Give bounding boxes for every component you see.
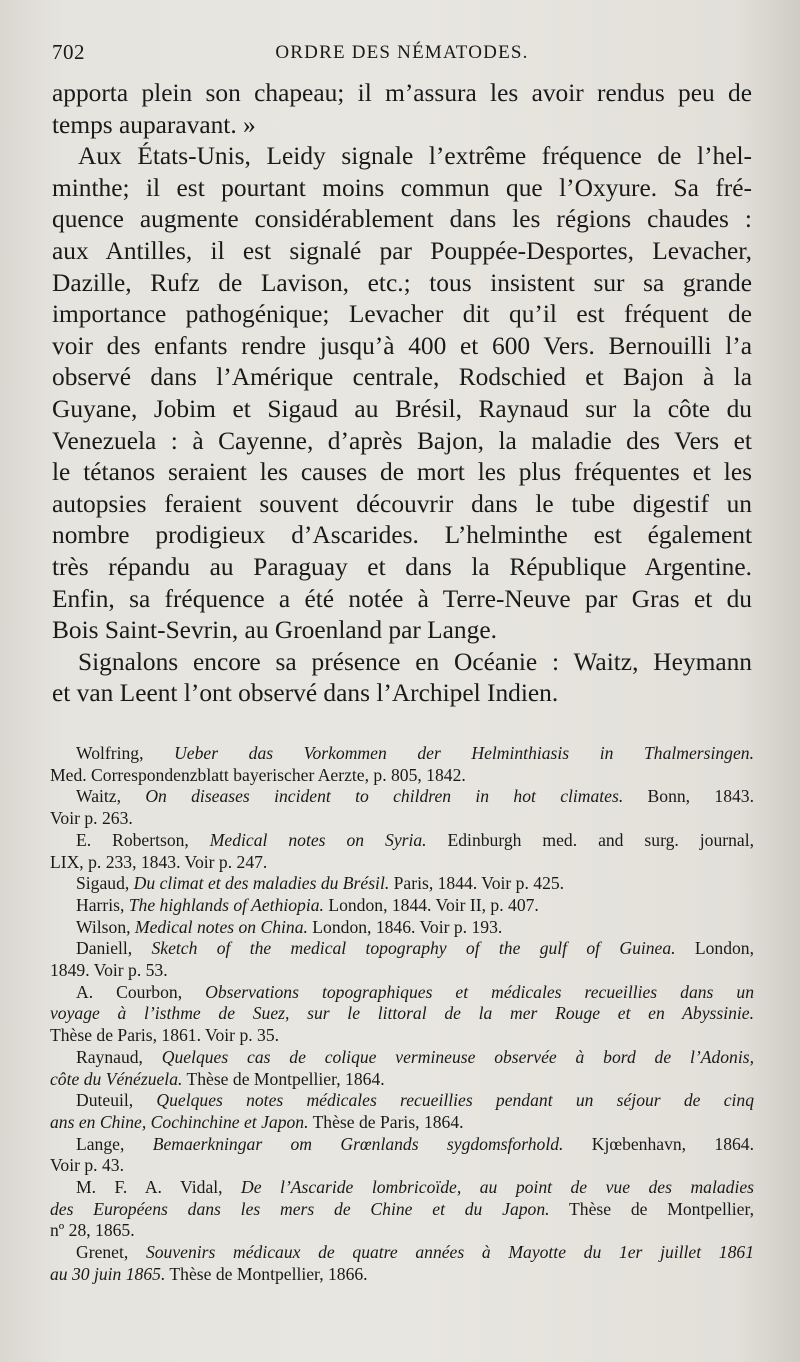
reference-text: Waitz, xyxy=(76,786,146,807)
body-line: importance pathogénique; Levacher dit qu’il est fréquent de xyxy=(52,300,752,329)
reference-title: Medical notes on Syria. xyxy=(209,829,427,850)
reference-line xyxy=(50,1112,754,1134)
reference-entry xyxy=(50,982,754,1047)
reference-text: Thèse de Paris, 1861. Voir p. 35. xyxy=(50,1025,280,1046)
body-line: Guyane, Jobim et Sigaud au Brésil, Raynaud sur la côte du xyxy=(52,394,752,423)
reference-line xyxy=(50,1069,754,1091)
reference-title: au 30 juin 1865. xyxy=(50,1263,166,1284)
reference-text: Harris, xyxy=(76,894,129,915)
body-line: Enfin, sa fréquence a été notée à Terre-Neuve par Gras et du xyxy=(52,584,752,613)
reference-title: De l’Ascaride lombricoïde, au point de vue des maladies xyxy=(241,1177,754,1198)
reference-text: Daniell, xyxy=(76,938,152,959)
reference-text: London, 1846. Voir p. 193. xyxy=(307,916,503,937)
running-title: ORDRE DES NÉMATODES. xyxy=(275,42,529,63)
reference-line xyxy=(50,1177,754,1199)
reference-line xyxy=(50,1155,754,1177)
reference-title: ans en Chine, Cochinchine et Japon. xyxy=(50,1111,309,1132)
reference-title: Bemaerkningar om Grœnlands sygdomsforhold. xyxy=(152,1133,564,1154)
bibliography xyxy=(50,743,754,1286)
reference-text: London, 1844. Voir II, p. 407. xyxy=(323,894,539,915)
reference-entry xyxy=(50,1242,754,1285)
body-text xyxy=(52,78,752,710)
reference-line xyxy=(50,917,754,939)
reference-line xyxy=(50,808,754,830)
reference-text: 1849. Voir p. 53. xyxy=(50,960,168,981)
reference-text: Voir p. 43. xyxy=(50,1155,124,1176)
reference-title: Ueber das Vorkommen der Helminthiasis in Thalmersingen. xyxy=(174,743,754,763)
reference-line xyxy=(50,1090,754,1112)
reference-text: Bonn, 1843. xyxy=(623,786,754,807)
reference-text: Paris, 1844. Voir p. 425. xyxy=(389,873,565,894)
reference-text: Edinburgh med. and surg. journal, xyxy=(426,829,754,850)
reference-line xyxy=(50,852,754,874)
reference-line xyxy=(50,873,754,895)
reference-line xyxy=(50,1003,754,1025)
reference-text: nº 28, 1865. xyxy=(50,1220,135,1241)
reference-entry xyxy=(50,1134,754,1177)
reference-title: Quelques cas de colique vermineuse observée à bord de l’Adonis, xyxy=(161,1046,754,1067)
reference-text: LIX, p. 233, 1843. Voir p. 247. xyxy=(50,851,268,872)
reference-text: M. F. A. Vidal, xyxy=(76,1177,242,1198)
reference-text: Wolfring, xyxy=(76,743,175,763)
reference-title: The highlands of Aethiopia. xyxy=(128,894,324,915)
reference-text: Voir p. 263. xyxy=(50,808,133,829)
body-line: Aux États-Unis, Leidy signale l’extrême fréquence de l’hel- xyxy=(78,142,752,171)
body-line: minthe; il est pourtant moins commun que l’Oxyure. Sa fré- xyxy=(52,173,752,202)
reference-line xyxy=(50,1047,754,1069)
reference-entry xyxy=(50,873,754,895)
reference-entry xyxy=(50,917,754,939)
reference-title: Medical notes on China. xyxy=(134,916,308,937)
reference-entry xyxy=(50,830,754,873)
reference-text: Wilson, xyxy=(76,916,135,937)
body-line: voir des enfants rendre jusqu’à 400 et 600 Vers. Bernouilli l’a xyxy=(52,331,752,360)
reference-text: Grenet, xyxy=(76,1242,146,1263)
reference-title: Sketch of the medical topography of the gulf of Guinea. xyxy=(151,938,676,959)
reference-title: côte du Vénézuela. xyxy=(50,1068,183,1089)
reference-line xyxy=(50,1264,754,1286)
reference-line xyxy=(50,1199,754,1221)
page-header xyxy=(52,40,752,74)
reference-line xyxy=(50,1242,754,1264)
reference-entry xyxy=(50,743,754,786)
reference-title: On diseases incident to children in hot climates. xyxy=(145,786,624,807)
body-line: nombre prodigieux d’Ascarides. L’helminthe est également xyxy=(52,521,752,550)
reference-text: Med. Correspondenzblatt bayerischer Aerzte, p. 805, 1842. xyxy=(50,764,466,785)
reference-line xyxy=(50,938,754,960)
reference-entry xyxy=(50,1177,754,1242)
body-line: Signalons encore sa présence en Océanie : Waitz, Heymann xyxy=(78,647,752,676)
body-line: le tétanos seraient les causes de mort les plus fréquentes et les xyxy=(52,458,752,487)
reference-line xyxy=(50,1134,754,1156)
reference-entry xyxy=(50,1090,754,1133)
reference-title: Observations topographiques et médicales recueillies dans un xyxy=(205,981,754,1002)
body-line: Bois Saint-Sevrin, au Groenland par Lange. xyxy=(52,616,497,645)
page-number: 702 xyxy=(52,40,85,64)
reference-line xyxy=(50,960,754,982)
body-line: observé dans l’Amérique centrale, Rodschied et Bajon à la xyxy=(52,363,752,392)
reference-title: voyage à l’isthme de Suez, sur le littoral de la mer Rouge et en Abyssinie. xyxy=(50,1003,754,1024)
reference-line xyxy=(50,765,754,787)
body-line: et van Leent l’ont observé dans l’Archipel Indien. xyxy=(52,679,559,708)
reference-title: Quelques notes médicales recueillies pendant un séjour de cinq xyxy=(156,1090,754,1111)
body-line: temps auparavant. » xyxy=(52,110,256,139)
body-line: très répandu au Paraguay et dans la République Argentine. xyxy=(52,552,752,581)
reference-text: Raynaud, xyxy=(76,1046,162,1067)
reference-entry xyxy=(50,938,754,981)
reference-entry xyxy=(50,1047,754,1090)
body-line: apporta plein son chapeau; il m’assura les avoir rendus peu de xyxy=(52,79,752,107)
reference-line xyxy=(50,743,754,765)
reference-text: Sigaud, xyxy=(76,873,134,894)
body-line: Dazille, Rufz de Lavison, etc.; tous insistent sur sa grande xyxy=(52,268,752,297)
reference-entry xyxy=(50,786,754,829)
body-line: quence augmente considérablement dans les régions chaudes : xyxy=(52,205,752,234)
reference-text: A. Courbon, xyxy=(76,981,206,1002)
reference-line xyxy=(50,895,754,917)
reference-title: Du climat et des maladies du Brésil. xyxy=(133,873,390,894)
reference-text: Lange, xyxy=(76,1133,153,1154)
body-line: autopsies feraient souvent découvrir dans le tube digestif un xyxy=(52,489,752,518)
reference-text: Kjœbenhavn, 1864. xyxy=(563,1133,755,1154)
reference-line xyxy=(50,786,754,808)
reference-text: Thèse de Montpellier, xyxy=(549,1198,754,1219)
reference-line xyxy=(50,982,754,1004)
reference-line xyxy=(50,1025,754,1047)
body-line: aux Antilles, il est signalé par Pouppée-Desportes, Levacher, xyxy=(52,236,752,265)
reference-text: Thèse de Montpellier, 1864. xyxy=(182,1068,385,1089)
reference-text: Thèse de Paris, 1864. xyxy=(308,1111,464,1132)
body-line: Venezuela : à Cayenne, d’après Bajon, la maladie des Vers et xyxy=(52,426,752,455)
reference-text: London, xyxy=(675,938,754,959)
reference-text: Thèse de Montpellier, 1866. xyxy=(165,1263,368,1284)
reference-title: des Européens dans les mers de Chine et du Japon. xyxy=(50,1198,550,1219)
reference-entry xyxy=(50,895,754,917)
reference-line xyxy=(50,1220,754,1242)
reference-title: Souvenirs médicaux de quatre années à Mayotte du 1er juillet 1861 xyxy=(145,1242,754,1263)
reference-text: Duteuil, xyxy=(76,1090,157,1111)
reference-line xyxy=(50,830,754,852)
reference-text: E. Robertson, xyxy=(76,829,210,850)
